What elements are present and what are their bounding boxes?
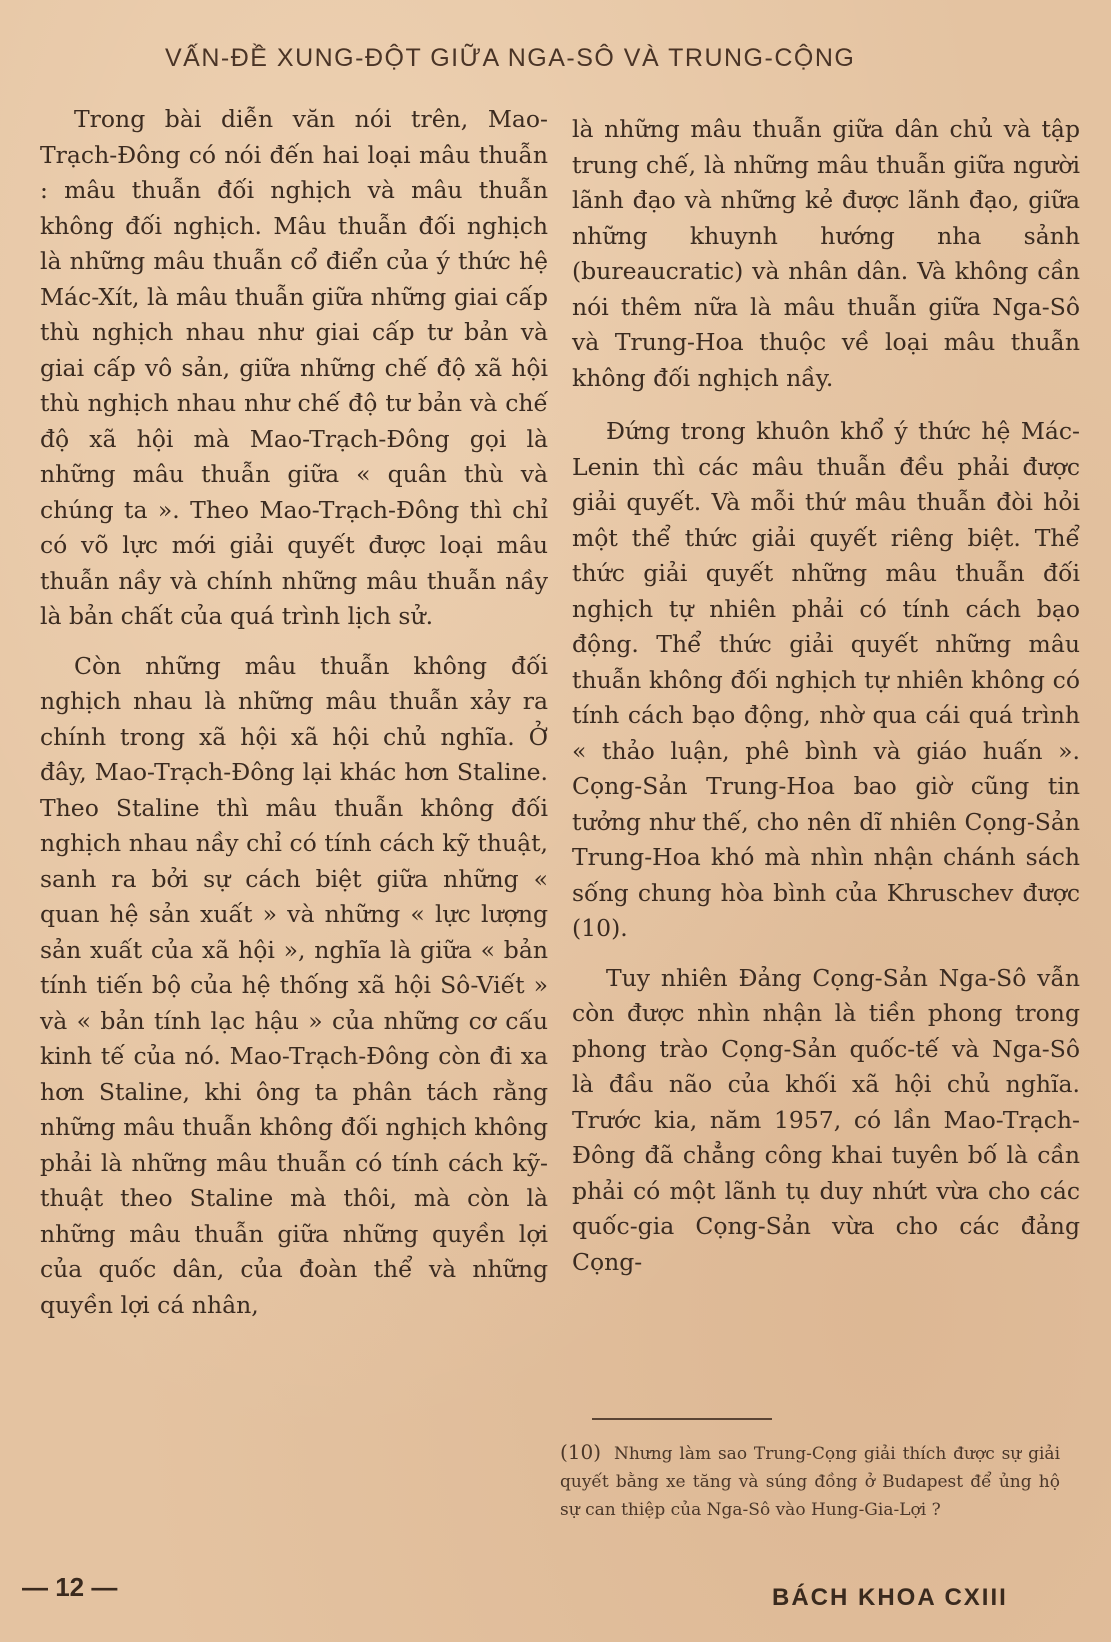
footnote-divider <box>592 1418 772 1420</box>
page-number: — 12 — <box>22 1572 118 1602</box>
paragraph: Tuy nhiên Đảng Cọng-Sản Nga-Sô vẫn còn được nhìn nhận là tiền phong trong phong trào Cọng-Sản quốc-tế và Nga-Sô là đầu não của khối xã hội chủ nghĩa. Trước kia, năm 1957, có lần Mao-Trạch-Đông đã chẳng công khai tuyên bố là cần phải có một lãnh tụ duy nhứt vừa cho các quốc-gia Cọng-Sản vừa cho các đảng Cọng- <box>572 963 1080 1276</box>
footnote-marker: (10) <box>560 1440 602 1464</box>
paragraph: Trong bài diễn văn nói trên, Mao-Trạch-Đông có nói đến hai loại mâu thuẫn : mâu thuẫn đối nghịch và mâu thuẫn không đối nghịch. Mâu thuẫn đối nghịch là những mâu thuẫn cổ điển của ý thức hệ Mác-Xít, là mâu thuẫn giữa những giai cấp thù nghịch nhau như giai cấp tư bản và giai cấp vô sản, giữa những chế độ xã hội thù nghịch nhau như chế độ tư bản và chế độ xã hội mà Mao-Trạch-Đông gọi là những mâu thuẫn giữa « quân thù và chúng ta ». Theo Mao-Trạch-Đông thì chỉ có võ lực mới giải quyết được loại mâu thuẫn nầy và chính những mâu thuẫn nầy là bản chất của quá trình lịch sử. <box>40 105 548 630</box>
running-title: VẤN-ĐỀ XUNG-ĐỘT GIỮA NGA-SÔ VÀ TRUNG-CỘNG <box>165 44 856 72</box>
paragraph: Còn những mâu thuẫn không đối nghịch nhau là những mâu thuẫn xảy ra chính trong xã hội xã hội chủ nghĩa. Ở đây, Mao-Trạch-Đông lại khác hơn Staline. Theo Staline thì mâu thuẫn không đối nghịch nhau nầy chỉ có tính cách kỹ thuật, sanh ra bởi sự cách biệt giữa những « quan hệ sản xuất » và những « lực lượng sản xuất của xã hội », nghĩa là giữa « bản tính tiến bộ của hệ thống xã hội Sô-Viết » và « bản tính lạc hậu » của những cơ cấu kinh tế của nó. Mao-Trạch-Đông còn đi xa hơn Staline, khi ông ta phân tách rằng những mâu thuẫn không đối nghịch không phải là những mâu thuẫn có tính cách kỹ-thuật theo Staline mà thôi, mà còn là những mâu thuẫn giữa những quyền lợi của quốc dân, của đoàn thể và những quyền lợi cá nhân, <box>40 651 548 1319</box>
paragraph: Đứng trong khuôn khổ ý thức hệ Mác-Lenin thì các mâu thuẫn đều phải được giải quyết. Và mỗi thứ mâu thuẫn đòi hỏi một thể thức giải quyết riêng biệt. Thể thức giải quyết những mâu thuẫn đối nghịch tự nhiên phải có tính cách bạo động. Thể thức giải quyết những mâu thuẫn không đối nghịch tự nhiên không có tính cách bạo động, nhờ qua cái quá trình « thảo luận, phê bình và giáo huấn ». Cọng-Sản Trung-Hoa bao giờ cũng tin tưởng như thế, cho nên dĩ nhiên Cọng-Sản Trung-Hoa khó mà nhìn nhận chánh sách sống chung hòa bình của Khruschev được (10). <box>572 417 1080 942</box>
footnote-text: Nhưng làm sao Trung-Cọng giải thích được sự giải quyết bằng xe tăng và súng đồng ở Budapest để ủng hộ sự can thiệp của Nga-Sô vào Hung-Gia-Lợi ? <box>560 1444 1061 1520</box>
paragraph: là những mâu thuẫn giữa dân chủ và tập trung chế, là những mâu thuẫn giữa người lãnh đạo và những kẻ được lãnh đạo, giữa những khuynh hướng nha sảnh (bureaucratic) và nhân dân. Và không cần nói thêm nữa là mâu thuẫn giữa Nga-Sô và Trung-Hoa thuộc về loại mâu thuẫn không đối nghịch nầy. <box>572 115 1080 392</box>
journal-name: BÁCH KHOA CXIII <box>772 1584 1008 1611</box>
right-column <box>572 112 1080 1294</box>
left-column <box>40 102 548 1337</box>
footnote <box>560 1438 1060 1524</box>
